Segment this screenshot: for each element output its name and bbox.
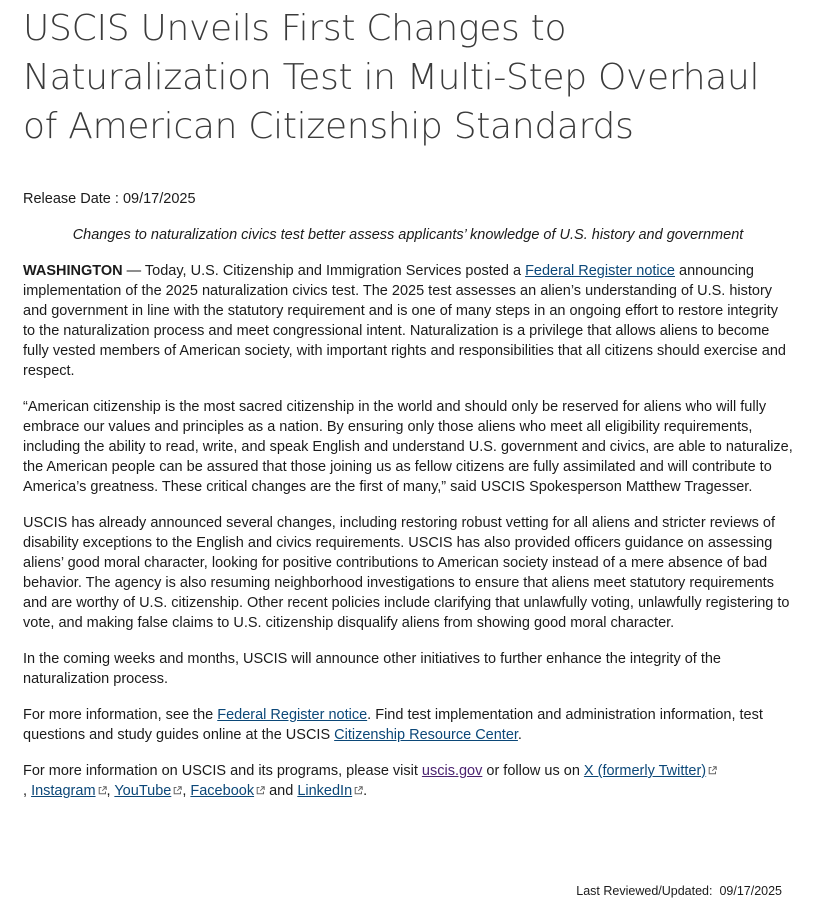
page-title: USCIS Unveils First Changes to Naturalization Test in Multi-Step Overhaul of American Citizenship Standards xyxy=(23,8,760,147)
paragraph-text: . Find test implementation and administration information, test questions and study guides online at the USCIS xyxy=(23,707,763,743)
release-date xyxy=(23,189,793,209)
external-link-icon xyxy=(98,786,107,795)
last-reviewed xyxy=(576,882,782,900)
separator: , xyxy=(23,783,32,799)
dateline: WASHINGTON xyxy=(23,263,123,279)
paragraph-social xyxy=(23,761,793,801)
external-link-icon xyxy=(708,766,717,775)
last-reviewed-label: Last Reviewed/Updated: xyxy=(576,884,713,898)
release-date-value: 09/17/2025 xyxy=(122,191,196,207)
article-subtitle: Changes to naturalization civics test better assess applicants’ knowledge of U.S. history and government xyxy=(72,227,744,243)
separator: , xyxy=(182,783,191,799)
paragraph-more-info xyxy=(23,705,793,745)
instagram-link[interactable]: Instagram xyxy=(31,783,96,799)
paragraph-intro xyxy=(23,261,793,381)
paragraph-text: or follow us on xyxy=(482,763,584,779)
article xyxy=(23,0,793,801)
paragraph-text: . xyxy=(517,727,522,743)
external-link-icon xyxy=(173,786,182,795)
x-twitter-link[interactable]: X (formerly Twitter) xyxy=(583,763,707,779)
paragraph-text: For more information on USCIS and its programs, please visit xyxy=(23,763,422,779)
paragraph-quote: “American citizenship is the most sacred citizenship in the world and should only be reserved for aliens who will fully embrace our values and principles as a nation. By ensuring only those aliens who meet all eligibility requirements, including the ability to read, write, and speak English and understand U.S. government and civics, are able to naturalize, the American people can be assured that those joining us as fellow citizens are fully assimilated and will contribute to America’s greatness. These critical changes are the first of many,” said USCIS Spokesperson Matthew Tragesser. xyxy=(23,399,793,495)
last-reviewed-date: 09/17/2025 xyxy=(719,884,782,898)
paragraph-text: — Today, U.S. Citizenship and Immigration Services posted a xyxy=(122,263,526,279)
youtube-link[interactable]: YouTube xyxy=(114,783,172,799)
linkedin-link[interactable]: LinkedIn xyxy=(297,783,353,799)
release-date-label: Release Date : xyxy=(23,191,123,207)
paragraph-changes: USCIS has already announced several changes, including restoring robust vetting for all aliens and stricter reviews of disability exceptions to the English and civics requirements. USCIS has also provided officers guidance on assessing aliens’ good moral character, looking for positive contributions to American society instead of a mere absence of bad behavior. The agency is also resuming neighborhood investigations to ensure that aliens meet statutory requirements and are worthy of U.S. citizenship. Other recent policies include clarifying that unlawfully voting, unlawfully registering to vote, and making false claims to U.S. citizenship disqualify aliens from showing good moral character. xyxy=(23,515,790,631)
uscis-gov-link[interactable]: uscis.gov xyxy=(421,763,483,779)
paragraph-upcoming: In the coming weeks and months, USCIS will announce other initiatives to further enhance the integrity of the naturalization process. xyxy=(23,651,721,687)
federal-register-link[interactable]: Federal Register notice xyxy=(525,263,675,279)
paragraph-text: and xyxy=(265,783,298,799)
separator: , xyxy=(106,783,115,799)
paragraph-text: For more information, see the xyxy=(23,707,218,723)
external-link-icon xyxy=(256,786,265,795)
paragraph-text: . xyxy=(363,783,368,799)
facebook-link[interactable]: Facebook xyxy=(190,783,255,799)
citizenship-resource-center-link[interactable]: Citizenship Resource Center xyxy=(334,727,518,743)
paragraph-text: announcing implementation of the 2025 naturalization civics test. The 2025 test assesses an alien’s understanding of U.S. history and government in line with the statutory requirement and is one of many steps in an ongoing effort to restore integrity to the naturalization process and meet congressional intent. Naturalization is a privilege that allows aliens to become fully vested members of American society, with important rights and responsibilities that all citizens should exercise and respect. xyxy=(23,263,786,379)
external-link-icon xyxy=(354,786,363,795)
federal-register-link-2[interactable]: Federal Register notice xyxy=(217,707,368,723)
